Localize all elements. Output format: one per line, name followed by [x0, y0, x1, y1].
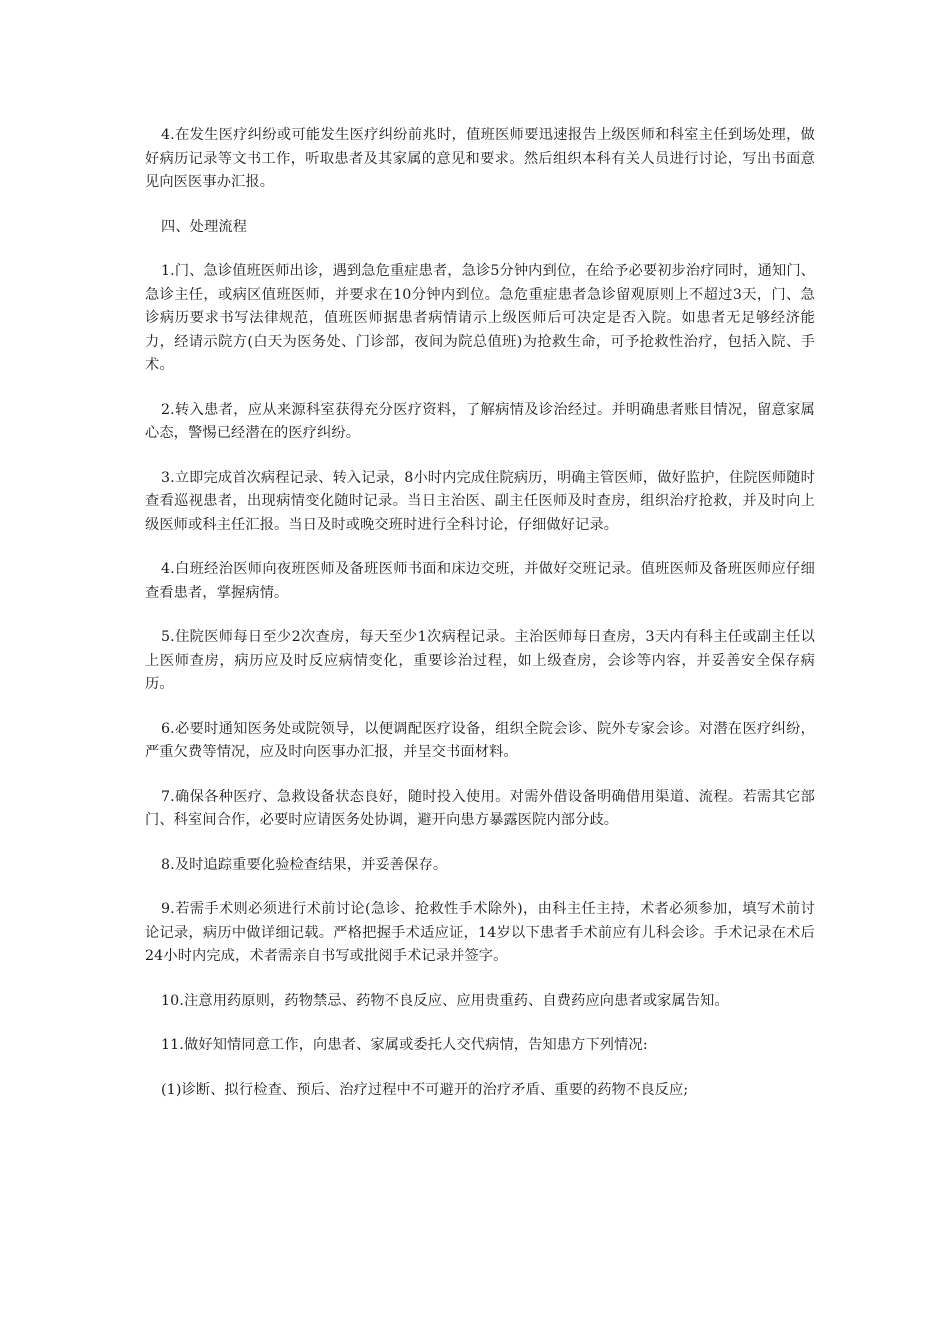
section-heading-process: 四、处理流程 — [161, 218, 248, 235]
paragraph-item-5-ward-rounds: 5.住院医师每日至少2次查房，每天至少1次病程记录。主治医师每日查房，3天内有科主任或副主任以上医师查房，病历应及时反应病情变化，重要诊治过程，如上级查房，会诊等内容，并妥善安全保存病历。 — [145, 629, 815, 692]
paragraph-item-8-lab-results: 8.及时追踪重要化验检查结果，并妥善保存。 — [161, 856, 448, 873]
paragraph-subitem-1-diagnosis: (1)诊断、拟行检查、预后、治疗过程中不可避开的治疗矛盾、重要的药物不良反应; — [161, 1081, 689, 1098]
paragraph-item-1-emergency: 1.门、急诊值班医师出诊，遇到急危重症患者，急诊5分钟内到位，在给予必要初步治疗同时，通知门、急诊主任，或病区值班医师，并要求在10分钟内到位。急危重症患者急诊留观原则上不超过3天，门、急诊病历要求书写法律规范，值班医师据患者病情请示上级医师后可决定是否入院。如患者无足够经济能力，经请示院方(白天为医务处、门诊部，夜间为院总值班)为抢救生命，可予抢救性治疗，包括入院、手术。 — [145, 263, 815, 373]
document-body — [145, 124, 815, 1123]
paragraph-item-3-records: 3.立即完成首次病程记录、转入记录，8小时内完成住院病历，明确主管医师，做好监护，住院医师随时查看巡视患者，出现病情变化随时记录。当日主治医、副主任医师及时查房，组织治疗抢救，并及时向上级医师或科主任汇报。当日及时或晚交班时进行全科讨论，仔细做好记录。 — [145, 469, 815, 533]
paragraph-item-11-informed-consent: 11.做好知情同意工作，向患者、家属或委托人交代病情，告知患方下列情况: — [161, 1037, 648, 1053]
paragraph-item-2-transfer: 2.转入患者，应从来源科室获得充分医疗资料，了解病情及诊治经过。并明确患者账目情况，留意家属心态，警惕已经潜在的医疗纠纷。 — [145, 401, 815, 441]
paragraph-item-9-surgery: 9.若需手术则必须进行术前讨论(急诊、抢救性手术除外)，由科主任主持，术者必须参加，填写术前讨论记录，病历中做详细记载。严格把握手术适应证，14岁以下患者手术前应有儿科会诊。手术记录在术后24小时内完成，术者需亲自书写或批阅手术记录并签字。 — [145, 901, 815, 964]
paragraph-item-10-medication: 10.注意用药原则，药物禁忌、药物不良反应、应用贵重药、自费药应向患者或家属告知。 — [161, 992, 729, 1009]
paragraph-item-4-handover: 4.白班经治医师向夜班医师及备班医师书面和床边交班，并做好交班记录。值班医师及备班医师应仔细查看患者，掌握病情。 — [145, 561, 815, 601]
paragraph-item-6-consultation: 6.必要时通知医务处或院领导，以便调配医疗设备，组织全院会诊、院外专家会诊。对潜在医疗纠纷，严重欠费等情况，应及时向医事办汇报，并呈交书面材料。 — [145, 720, 815, 760]
paragraph-item-4-dispute-report: 4.在发生医疗纠纷或可能发生医疗纠纷前兆时，值班医师要迅速报告上级医师和科室主任到场处理，做好病历记录等文书工作，听取患者及其家属的意见和要求。然后组织本科有关人员进行讨论，写出书面意见向医医事办汇报。 — [145, 127, 815, 190]
paragraph-item-7-equipment: 7.确保各种医疗、急救设备状态良好，随时投入使用。对需外借设备明确借用渠道、流程。若需其它部门、科室间合作，必要时应请医务处协调，避开向患方暴露医院内部分歧。 — [145, 788, 815, 828]
